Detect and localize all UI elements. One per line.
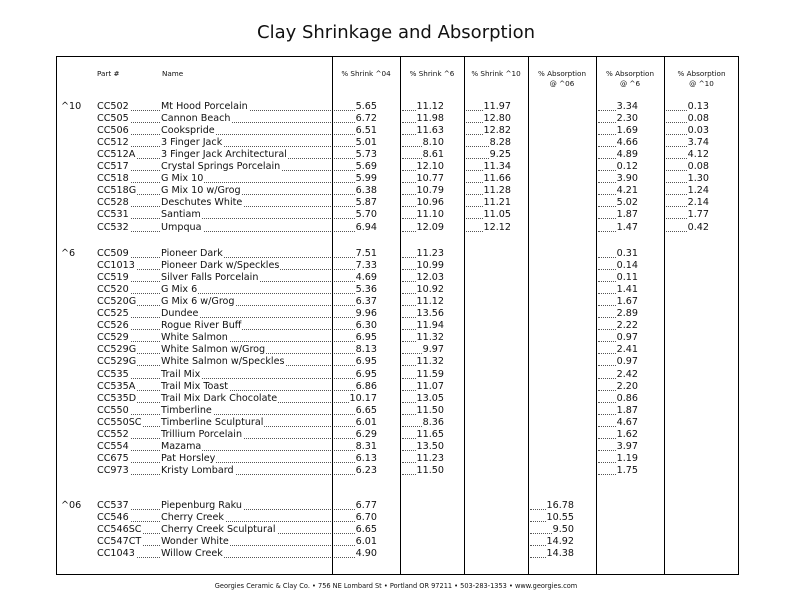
- header-shrink-6: % Shrink ^6: [409, 69, 455, 78]
- cell-name: Cookspride: [161, 125, 215, 137]
- table-row: [0, 185, 792, 197]
- cell-a6: 1.19: [616, 452, 638, 464]
- cell-a6: 2.42: [616, 368, 638, 380]
- cell-s04: 6.95: [355, 332, 377, 344]
- cell-name: Timberline: [161, 404, 212, 416]
- cell-s10: 12.12: [483, 221, 511, 233]
- cell-s10: 12.82: [483, 125, 511, 137]
- cell-s04: 9.96: [355, 308, 377, 320]
- cell-s04: 8.13: [355, 344, 377, 356]
- table-row: [0, 320, 792, 332]
- cell-s04: 6.94: [355, 221, 377, 233]
- cell-a10: 1.77: [687, 209, 709, 221]
- cell-name: Trail Mix Toast: [161, 380, 229, 392]
- cell-s04: 5.99: [355, 173, 377, 185]
- cell-s04: 6.30: [355, 320, 377, 332]
- table-row: [0, 113, 792, 125]
- table-row: [0, 197, 792, 209]
- cell-s04: 7.33: [355, 260, 377, 272]
- cell-name: Kristy Lombard: [161, 464, 234, 476]
- cell-name: Rogue River Buff: [161, 320, 242, 332]
- cell-part: CC1043: [97, 548, 135, 560]
- cell-s04: 6.86: [355, 380, 377, 392]
- header-absorption-6: % Absorption @ ^6: [605, 69, 655, 88]
- cell-a06: 14.92: [546, 536, 574, 548]
- cell-s6: 11.50: [416, 404, 444, 416]
- cell-a10: 0.08: [687, 113, 709, 125]
- table-row: [0, 284, 792, 296]
- cell-a10: 1.24: [687, 185, 709, 197]
- cell-a6: 1.67: [616, 296, 638, 308]
- table-row: [0, 137, 792, 149]
- cell-s6: 11.50: [416, 464, 444, 476]
- cell-s04: 6.01: [355, 536, 377, 548]
- cell-s04: 5.69: [355, 161, 377, 173]
- cell-part: CC532: [97, 221, 129, 233]
- cell-a6: 1.87: [616, 209, 638, 221]
- cell-s10: 11.97: [483, 101, 511, 112]
- cell-s6: 11.63: [416, 125, 444, 137]
- cell-s6: 11.07: [416, 380, 444, 392]
- cell-a6: 1.62: [616, 428, 638, 440]
- cell-a6: 1.41: [616, 284, 638, 296]
- cell-a6: 1.69: [616, 125, 638, 137]
- cell-s10: 11.34: [483, 161, 511, 173]
- cone-group-label: ^10: [61, 101, 82, 112]
- cell-part: CC1013: [97, 260, 135, 272]
- cell-name: Trail Mix: [161, 368, 201, 380]
- cell-a10: 0.13: [687, 101, 709, 112]
- cell-name: White Salmon w/Grog: [161, 344, 266, 356]
- table-row: [0, 465, 792, 477]
- cell-part: CC520G: [97, 296, 137, 308]
- cell-s04: 5.73: [355, 149, 377, 161]
- table-row: [0, 405, 792, 417]
- cell-s04: 5.65: [355, 101, 377, 112]
- table-row: [0, 500, 792, 512]
- cell-a10: 1.30: [687, 173, 709, 185]
- cell-part: CC552: [97, 428, 129, 440]
- cell-name: Wonder White: [161, 536, 229, 548]
- header-part: Part #: [97, 69, 120, 78]
- table-row: [0, 161, 792, 173]
- cell-part: CC502: [97, 101, 129, 112]
- cell-s6: 11.32: [416, 332, 444, 344]
- cell-part: CC554: [97, 440, 129, 452]
- cell-name: White Salmon: [161, 332, 228, 344]
- cell-part: CC550: [97, 404, 129, 416]
- cell-part: CC531: [97, 209, 129, 221]
- cell-s04: 5.87: [355, 197, 377, 209]
- cell-name: Deschutes White: [161, 197, 243, 209]
- header-absorption-10: % Absorption @ ^10: [677, 69, 726, 88]
- cell-part: CC505: [97, 113, 129, 125]
- cell-s04: 4.90: [355, 548, 377, 560]
- cell-part: CC518: [97, 173, 129, 185]
- table-row: [0, 248, 792, 260]
- cell-a6: 2.89: [616, 308, 638, 320]
- cell-s10: 8.28: [489, 137, 511, 149]
- cell-s10: 11.05: [483, 209, 511, 221]
- cell-s6: 13.05: [416, 392, 444, 404]
- cell-s10: 11.28: [483, 185, 511, 197]
- cell-part: CC546: [97, 512, 129, 524]
- cell-part: CC519: [97, 272, 129, 284]
- cell-name: Piepenburg Raku: [161, 500, 242, 511]
- cell-s6: 11.94: [416, 320, 444, 332]
- cell-s6: 11.32: [416, 356, 444, 368]
- cell-name: G Mix 10 w/Grog: [161, 185, 241, 197]
- cell-s6: 11.23: [416, 452, 444, 464]
- cell-a10: 0.42: [687, 221, 709, 233]
- cell-name: Pioneer Dark w/Speckles: [161, 260, 280, 272]
- table-row: [0, 296, 792, 308]
- cell-s6: 11.98: [416, 113, 444, 125]
- table-row: [0, 344, 792, 356]
- cell-part: CC529G: [97, 356, 137, 368]
- cell-s04: 6.72: [355, 113, 377, 125]
- cell-part: CC512: [97, 137, 129, 149]
- cell-part: CC535: [97, 368, 129, 380]
- table-row: [0, 356, 792, 368]
- cell-part: CC973: [97, 464, 129, 476]
- cell-a6: 5.02: [616, 197, 638, 209]
- table-row: [0, 222, 792, 234]
- cell-s04: 5.70: [355, 209, 377, 221]
- cell-name: G Mix 6: [161, 284, 198, 296]
- cell-part: CC528: [97, 197, 129, 209]
- cell-s04: 6.51: [355, 125, 377, 137]
- cell-name: Cannon Beach: [161, 113, 231, 125]
- cell-s04: 6.65: [355, 404, 377, 416]
- table-row: [0, 381, 792, 393]
- cell-a6: 4.21: [616, 185, 638, 197]
- cell-s04: 6.13: [355, 452, 377, 464]
- page-title: Clay Shrinkage and Absorption: [257, 22, 535, 43]
- cell-a6: 2.22: [616, 320, 638, 332]
- table-row: [0, 548, 792, 560]
- cell-s6: 11.65: [416, 428, 444, 440]
- cell-s6: 12.10: [416, 161, 444, 173]
- cell-a06: 10.55: [546, 512, 574, 524]
- cell-s6: 11.12: [416, 296, 444, 308]
- cell-part: CC509: [97, 248, 129, 259]
- cell-part: CC529: [97, 332, 129, 344]
- table-row: [0, 441, 792, 453]
- cell-s10: 11.66: [483, 173, 511, 185]
- cell-s04: 10.17: [349, 392, 377, 404]
- cell-a10: 4.12: [687, 149, 709, 161]
- cell-a6: 0.86: [616, 392, 638, 404]
- cell-s04: 8.31: [355, 440, 377, 452]
- cell-s10: 12.80: [483, 113, 511, 125]
- cell-s04: 6.01: [355, 416, 377, 428]
- cell-part: CC525: [97, 308, 129, 320]
- cell-s6: 13.56: [416, 308, 444, 320]
- cell-s04: 6.23: [355, 464, 377, 476]
- cell-name: Trillium Porcelain: [161, 428, 243, 440]
- cell-part: CC512A: [97, 149, 136, 161]
- table-row: [0, 260, 792, 272]
- cell-s04: 6.77: [355, 500, 377, 511]
- cell-s04: 6.29: [355, 428, 377, 440]
- table-row: [0, 512, 792, 524]
- table-row: [0, 125, 792, 137]
- cell-part: CC526: [97, 320, 129, 332]
- cell-a6: 1.47: [616, 221, 638, 233]
- cell-a6: 3.90: [616, 173, 638, 185]
- cell-name: Timberline Sculptural: [161, 416, 264, 428]
- cell-part: CC547CT: [97, 536, 142, 548]
- cell-name: Trail Mix Dark Chocolate: [161, 392, 278, 404]
- cell-s6: 10.96: [416, 197, 444, 209]
- cell-a6: 2.20: [616, 380, 638, 392]
- cell-name: Dundee: [161, 308, 199, 320]
- cell-name: Mt Hood Porcelain: [161, 101, 248, 112]
- cell-a6: 4.67: [616, 416, 638, 428]
- cell-a10: 0.03: [687, 125, 709, 137]
- cell-name: White Salmon w/Speckles: [161, 356, 285, 368]
- footer: Georgies Ceramic & Clay Co. • 756 NE Lombard St • Portland OR 97211 • 503-283-1353 • www.georgies.com: [214, 582, 578, 590]
- cell-a6: 0.97: [616, 332, 638, 344]
- cell-s6: 8.10: [422, 137, 444, 149]
- cell-s04: 6.95: [355, 356, 377, 368]
- cell-name: Mazama: [161, 440, 202, 452]
- cell-part: CC546SC: [97, 524, 142, 536]
- cell-s04: 6.65: [355, 524, 377, 536]
- cell-a10: 3.74: [687, 137, 709, 149]
- cell-part: CC517: [97, 161, 129, 173]
- cell-a6: 0.11: [616, 272, 638, 284]
- cell-name: Pioneer Dark: [161, 248, 223, 259]
- cell-part: CC535D: [97, 392, 137, 404]
- cell-s04: 7.51: [355, 248, 377, 259]
- cone-group-label: ^06: [61, 500, 82, 511]
- cell-part: CC675: [97, 452, 129, 464]
- cell-s6: 11.23: [416, 248, 444, 259]
- header-absorption-06: % Absorption @ ^06: [537, 69, 587, 88]
- cell-part: CC529G: [97, 344, 137, 356]
- cell-a6: 0.14: [616, 260, 638, 272]
- cell-name: Cherry Creek: [161, 512, 224, 524]
- cell-s6: 10.79: [416, 185, 444, 197]
- cell-s04: 6.70: [355, 512, 377, 524]
- header-shrink-04: % Shrink ^04: [341, 69, 391, 78]
- cell-s6: 10.92: [416, 284, 444, 296]
- cell-a6: 3.34: [616, 101, 638, 112]
- table-row: [0, 536, 792, 548]
- cell-s6: 8.61: [422, 149, 444, 161]
- header-name: Name: [162, 69, 184, 78]
- cell-a6: 0.12: [616, 161, 638, 173]
- cell-a6: 0.31: [616, 248, 638, 259]
- cell-s10: 11.21: [483, 197, 511, 209]
- cell-s10: 9.25: [489, 149, 511, 161]
- cell-s04: 6.95: [355, 368, 377, 380]
- cell-name: 3 Finger Jack Architectural: [161, 149, 287, 161]
- table-row: [0, 332, 792, 344]
- cell-a06: 14.38: [546, 548, 574, 560]
- cell-s6: 11.10: [416, 209, 444, 221]
- table-row: [0, 149, 792, 161]
- table-row: [0, 453, 792, 465]
- cell-s04: 5.36: [355, 284, 377, 296]
- cell-s6: 13.50: [416, 440, 444, 452]
- cell-part: CC518G: [97, 185, 137, 197]
- cell-s04: 6.38: [355, 185, 377, 197]
- table-row: [0, 173, 792, 185]
- cell-a6: 3.97: [616, 440, 638, 452]
- table-row: [0, 429, 792, 441]
- cell-part: CC537: [97, 500, 129, 511]
- cell-a10: 0.08: [687, 161, 709, 173]
- table-row: [0, 272, 792, 284]
- cell-a06: 16.78: [546, 500, 574, 511]
- cell-name: Pat Horsley: [161, 452, 216, 464]
- cell-s6: 12.03: [416, 272, 444, 284]
- cell-s6: 12.09: [416, 221, 444, 233]
- cell-a6: 2.30: [616, 113, 638, 125]
- table-row: [0, 417, 792, 429]
- cell-name: G Mix 6 w/Grog: [161, 296, 235, 308]
- cell-name: Santiam: [161, 209, 201, 221]
- cell-part: CC506: [97, 125, 129, 137]
- cell-a6: 1.87: [616, 404, 638, 416]
- cell-a6: 1.75: [616, 464, 638, 476]
- cell-s04: 6.37: [355, 296, 377, 308]
- cell-part: CC520: [97, 284, 129, 296]
- table-row: [0, 101, 792, 113]
- cell-name: G Mix 10: [161, 173, 204, 185]
- cell-s6: 9.97: [422, 344, 444, 356]
- cell-a6: 4.89: [616, 149, 638, 161]
- table-row: [0, 524, 792, 536]
- cell-s6: 8.36: [422, 416, 444, 428]
- cell-s6: 11.12: [416, 101, 444, 112]
- table-row: [0, 369, 792, 381]
- cell-s04: 5.01: [355, 137, 377, 149]
- table-row: [0, 308, 792, 320]
- cell-part: CC535A: [97, 380, 136, 392]
- cell-name: Umpqua: [161, 221, 202, 233]
- cell-part: CC550SC: [97, 416, 142, 428]
- table-row: [0, 393, 792, 405]
- cell-a6: 4.66: [616, 137, 638, 149]
- cell-s6: 10.99: [416, 260, 444, 272]
- cell-s6: 10.77: [416, 173, 444, 185]
- cell-name: Crystal Springs Porcelain: [161, 161, 281, 173]
- cell-name: Cherry Creek Sculptural: [161, 524, 276, 536]
- cell-a6: 2.41: [616, 344, 638, 356]
- cell-a10: 2.14: [687, 197, 709, 209]
- cell-s6: 11.59: [416, 368, 444, 380]
- header-shrink-10: % Shrink ^10: [471, 69, 521, 78]
- cell-a6: 0.97: [616, 356, 638, 368]
- cell-name: 3 Finger Jack: [161, 137, 223, 149]
- cell-a06: 9.50: [552, 524, 574, 536]
- table-row: [0, 209, 792, 221]
- cell-name: Silver Falls Porcelain: [161, 272, 259, 284]
- cell-name: Willow Creek: [161, 548, 223, 560]
- cone-group-label: ^6: [61, 248, 76, 259]
- cell-s04: 4.69: [355, 272, 377, 284]
